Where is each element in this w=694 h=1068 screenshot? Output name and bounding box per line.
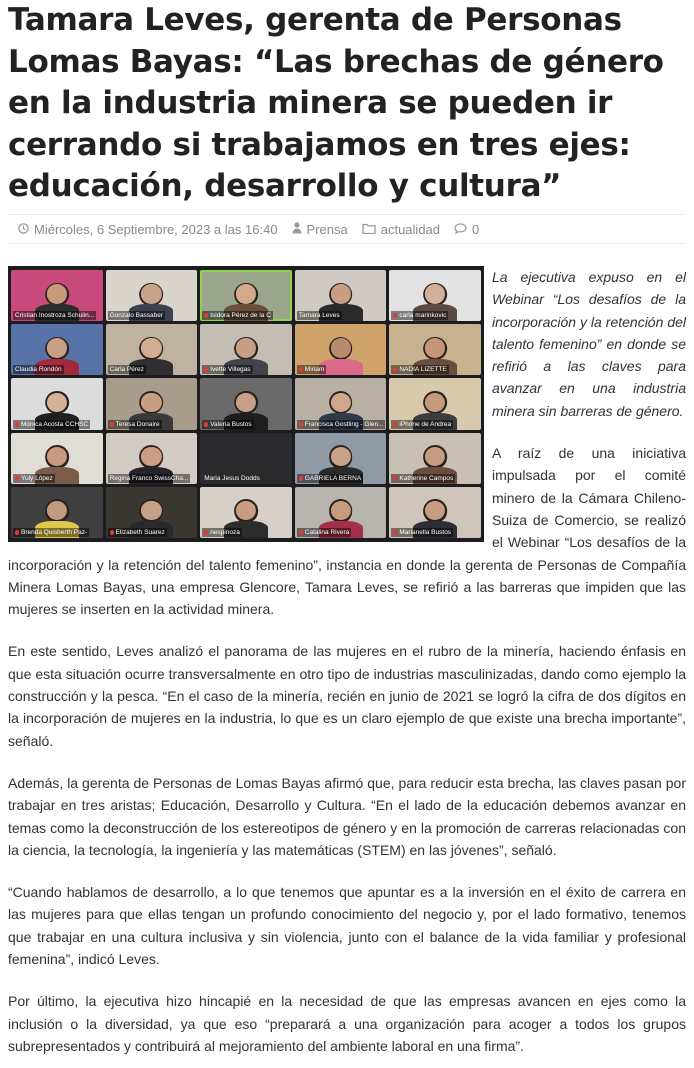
participant-name (13, 474, 55, 483)
participant-tile (295, 378, 387, 429)
muted-mic-icon (299, 422, 303, 427)
participant-name-text: Ivette Villegas (210, 366, 251, 374)
participant-tile (200, 270, 292, 321)
muted-mic-icon (110, 530, 114, 535)
participant-tile (200, 487, 292, 538)
participant-name (391, 528, 453, 537)
participant-name (13, 365, 64, 374)
muted-mic-icon (15, 476, 19, 481)
participant-name-text: Brenda Quisberth Paz- (21, 529, 88, 536)
participant-name-text: Francisca Gostling - Glen... (304, 420, 384, 428)
participant-name (391, 311, 448, 320)
participant-name (108, 311, 165, 320)
participant-name (297, 311, 342, 320)
comment-icon (454, 222, 467, 237)
participant-tile (389, 270, 481, 321)
article-paragraph: A raíz de una iniciativa impulsada por el comité minero de la Cámara Chileno-Suiza de Comercio, se realizó el Webinar “Los desafíos de la incorporación y la retención del talento femenino”, instancia en donde la gerenta de Personas de Compañía Minera Lomas Bayas, una empresa Glencore, Tamara Leves, se refirió a las barreras que impiden que las mujeres se inserten en la actividad minera. (8, 445, 686, 618)
participant-name-text: Regina Franco SwissCha... (109, 474, 189, 482)
participant-name (202, 474, 262, 483)
participant-name-text: Valeria Bustos (210, 420, 252, 428)
participant-name (391, 420, 453, 429)
participant-name (202, 311, 273, 320)
participant-name (391, 365, 448, 374)
participant-tile (295, 433, 387, 484)
participant-tile (389, 433, 481, 484)
article-paragraph: En este sentido, Leves analizó el panorama de las mujeres en el rubro de la minería, haciendo énfasis en que esta situación ocurre transversalmente en otro tipo de industrias masculinizadas, dando como ejemplo la construcción y la pesca. “En el caso de la minería, recién en junio de 2021 se logró la cifra de dos dígitos en la incorporación de mujeres en la industria, lo que es un claro ejemplo de que existe una brecha importante”, señaló. (8, 643, 686, 749)
participant-tile (11, 270, 103, 321)
muted-mic-icon (15, 530, 19, 535)
participant-name-text: Maria Jesus Dodds (204, 474, 260, 482)
meta-author-link[interactable]: Prensa (306, 221, 348, 237)
participant-tile (295, 270, 387, 321)
muted-mic-icon (110, 422, 114, 427)
participant-name (13, 528, 89, 537)
participant-tile (11, 433, 103, 484)
participant-tile (106, 324, 198, 375)
participant-tile (389, 487, 481, 538)
muted-mic-icon (393, 367, 397, 372)
participant-name (297, 528, 351, 537)
muted-mic-icon (393, 313, 397, 318)
participant-name-text: Isidora Pérez de la C (210, 312, 271, 320)
muted-mic-icon (393, 530, 397, 535)
participant-tile (11, 324, 103, 375)
muted-mic-icon (299, 530, 303, 535)
participant-name (108, 528, 167, 537)
participant-name-text: Carla Pérez (109, 366, 144, 374)
participant-name (13, 311, 96, 320)
article-title: Tamara Leves, gerenta de Personas Lomas Bayas: “Las brechas de género en la industria minera se pueden ir cerrando si trabajamos en tres ejes: educación, desarrollo y cultura” (8, 2, 664, 204)
participant-tile (295, 487, 387, 538)
participant-name-text: Claudia Rondón (15, 366, 62, 374)
participant-name-text: Catalina Rivera (304, 529, 350, 536)
participant-tile (11, 487, 103, 538)
participant-name-text: Marianella Bustos (399, 529, 452, 536)
participant-name-text: NADIA LIZETTE (399, 366, 447, 374)
participant-name (108, 474, 191, 483)
participant-tile (106, 433, 198, 484)
meta-comments[interactable] (454, 222, 479, 237)
article-paragraph: Además, la gerenta de Personas de Lomas Bayas afirmó que, para reducir esta brecha, las claves pasan por trabajar en tres aristas; Educación, Desarrollo y Cultura. “En el lado de la educación debemos avanzar en temas como la deconstrucción de los estereotipos de género y en la promoción de carreras relacionadas con la ciencia, la tecnología, la ingeniería y las matemáticas (STEM) en las jóvenes”, señaló. (8, 774, 686, 858)
muted-mic-icon (204, 313, 208, 318)
participant-name (391, 474, 455, 483)
participant-name-text: iPhone de Andrea (399, 420, 452, 428)
participant-name (297, 365, 327, 374)
participant-name-text: Teresa Donaire (115, 420, 160, 428)
participant-name-text: Cristian Inostroza Schulin... (15, 312, 95, 320)
featured-image-video-call (8, 266, 484, 542)
participant-tile (11, 378, 103, 429)
participant-name (202, 365, 252, 374)
meta-category-link[interactable]: actualidad (380, 221, 441, 237)
user-icon (292, 222, 302, 237)
meta-date-text: Miércoles, 6 Septiembre, 2023 a las 16:40 (34, 221, 278, 237)
participant-name (13, 420, 90, 429)
muted-mic-icon (299, 476, 303, 481)
participant-name (108, 420, 162, 429)
participant-tile (106, 487, 198, 538)
article-meta (8, 214, 686, 244)
participant-name-text: nespinoza (210, 529, 240, 536)
folder-icon (362, 222, 376, 237)
participant-tile (389, 324, 481, 375)
clock-icon (18, 222, 29, 237)
meta-category[interactable] (362, 222, 440, 237)
muted-mic-icon (393, 476, 397, 481)
participant-name-text: Tamara Leves (298, 312, 340, 320)
participant-name-text: Gonzalo Bassaber (109, 312, 164, 320)
meta-date (18, 222, 278, 237)
muted-mic-icon (204, 422, 208, 427)
participant-tile (200, 324, 292, 375)
article-paragraph-intro: La ejecutiva expuso en el Webinar “Los desafíos de la incorporación y la retención del talento femenino” en donde se refirió a las claves para avanzar en una industria minera sin barreras de género. (492, 269, 686, 419)
muted-mic-icon (204, 367, 208, 372)
muted-mic-icon (15, 422, 19, 427)
participant-name-text: GABRIELA BERNA (304, 474, 362, 482)
participant-tile (200, 433, 292, 484)
participant-name (297, 420, 385, 429)
participant-name (202, 528, 242, 537)
participant-name-text: Elizabeth Suarez (115, 529, 165, 536)
participant-name (297, 474, 363, 483)
participant-name-text: Yuly López (21, 474, 53, 482)
participant-name-text: Miriam (304, 366, 325, 374)
participant-name (108, 365, 146, 374)
participant-name-text: Katherine Campos (399, 474, 454, 482)
participant-tile (106, 270, 198, 321)
article-body (8, 266, 686, 1057)
participant-tile (389, 378, 481, 429)
participant-name-text: carla marinkovic (399, 312, 447, 320)
participant-tile (106, 378, 198, 429)
participant-tile (200, 378, 292, 429)
muted-mic-icon (393, 422, 397, 427)
participant-name-text: Mónica Acosta CCHSC (21, 420, 89, 428)
article-paragraph: Por último, la ejecutiva hizo hincapié en la necesidad de que las empresas avancen en ejes como la inclusión o la diversidad, ya que eso “preparará a una organización para acoger a todos los grupos subrepresentados y contribuirá al mejoramiento del ambiente laboral en una firma”. (8, 993, 686, 1054)
meta-comments-count[interactable]: 0 (472, 221, 480, 237)
meta-author[interactable] (292, 222, 348, 237)
muted-mic-icon (299, 367, 303, 372)
article-paragraph: “Cuando hablamos de desarrollo, a lo que tenemos que apuntar es a la inversión en el éxito de carrera en las mujeres para que ellas tengan un profundo conocimiento del negocio y, por el lado formativo, tenemos que trabajar en una cultura inclusiva y sin violencia, junto con el balance de la vida familiar y profesional femenina”, indicó Leves. (8, 884, 686, 968)
participant-name (202, 420, 253, 429)
participant-tile (295, 324, 387, 375)
muted-mic-icon (204, 530, 208, 535)
